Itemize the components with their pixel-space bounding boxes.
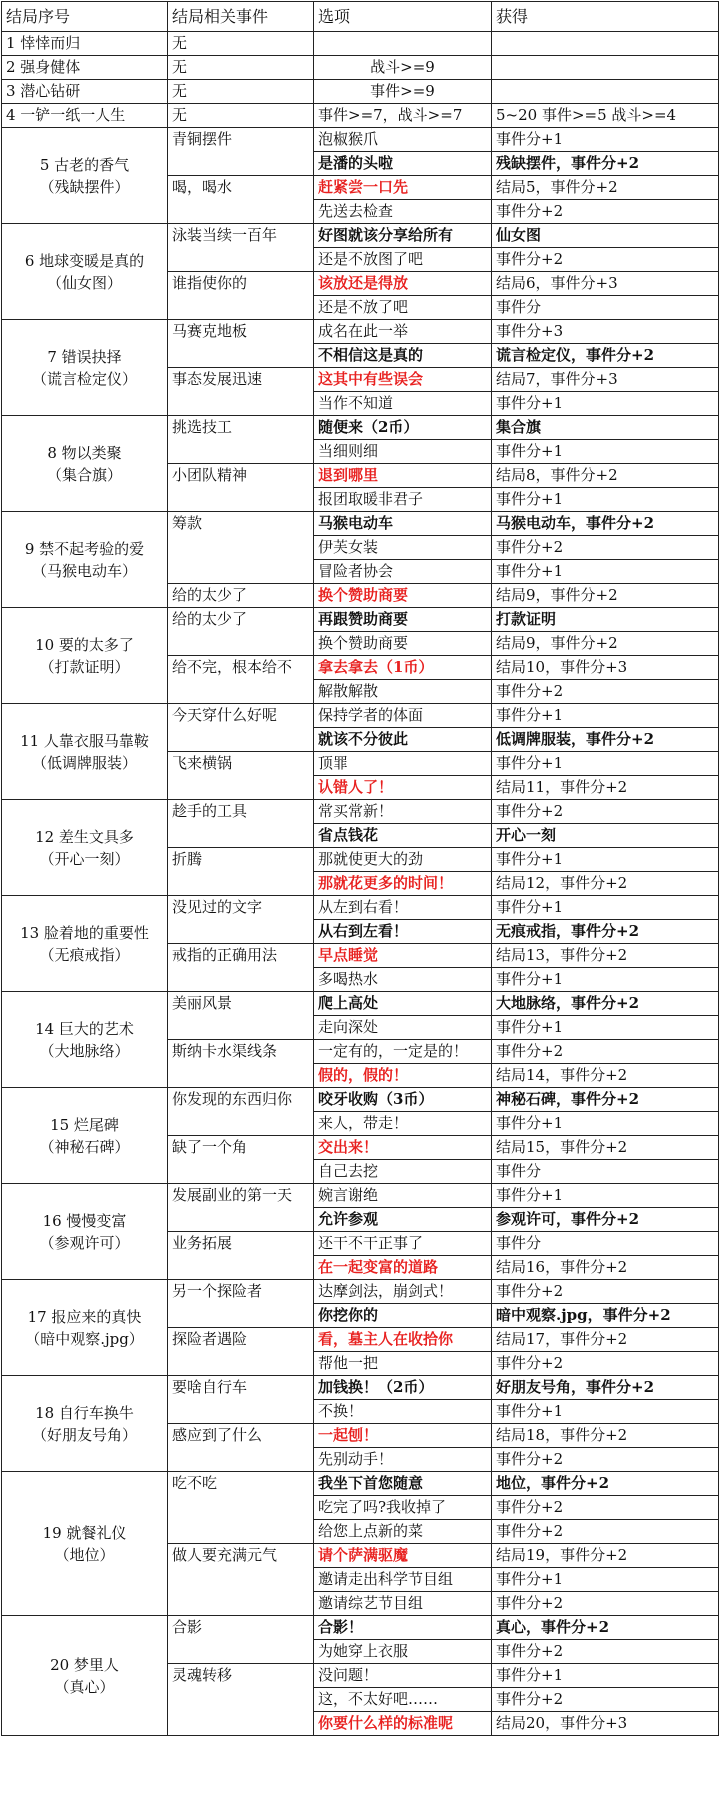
- event-cell: [168, 488, 314, 512]
- event-cell: 美丽风景: [168, 992, 314, 1016]
- option-cell: 冒险者协会: [314, 560, 492, 584]
- event-cell: 给不完，根本给不: [168, 656, 314, 680]
- option-cell: 多喝热水: [314, 968, 492, 992]
- option-cell: 来人，带走！: [314, 1112, 492, 1136]
- event-cell: [168, 296, 314, 320]
- ending-cell: [2, 1616, 168, 1736]
- gain-cell: 马猴电动车，事件分+2: [492, 512, 719, 536]
- ending-reward: （残缺摆件）: [39, 177, 130, 196]
- table-row: [2, 992, 719, 1016]
- option-cell: 婉言谢绝: [314, 1184, 492, 1208]
- option-cell: 事件>=7，战斗>=7: [314, 104, 492, 128]
- gain-cell: 事件分+2: [492, 1040, 719, 1064]
- gain-cell: 事件分+1: [492, 752, 719, 776]
- option-cell: 还是不放图了吧: [314, 248, 492, 272]
- ending-reward: （低调牌服装）: [31, 753, 137, 772]
- ending-name: 20 梦里人: [50, 1655, 119, 1674]
- option-cell: 你挖你的: [314, 1304, 492, 1328]
- event-cell: [168, 248, 314, 272]
- gain-cell: 事件分+1: [492, 968, 719, 992]
- event-cell: 探险者遇险: [168, 1328, 314, 1352]
- event-cell: 飞来横锅: [168, 752, 314, 776]
- event-cell: 折腾: [168, 848, 314, 872]
- event-cell: [168, 824, 314, 848]
- option-cell: 从左到右看！: [314, 896, 492, 920]
- event-cell: [168, 1520, 314, 1544]
- table-row: [2, 56, 719, 80]
- ending-name: 5 古老的香气: [39, 155, 130, 174]
- header-ending-no: 结局序号: [2, 2, 168, 32]
- event-cell: 无: [168, 32, 314, 56]
- event-cell: 趁手的工具: [168, 800, 314, 824]
- option-cell: 没问题！: [314, 1664, 492, 1688]
- ending-cell: [2, 704, 168, 800]
- option-cell: 走向深处: [314, 1016, 492, 1040]
- gain-cell: 事件分+2: [492, 536, 719, 560]
- option-cell: 爬上高处: [314, 992, 492, 1016]
- gain-cell: 事件分+1: [492, 128, 719, 152]
- event-cell: 灵魂转移: [168, 1664, 314, 1688]
- option-cell: 吃完了吗?我收掉了: [314, 1496, 492, 1520]
- ending-reward: （参观许可）: [39, 1233, 130, 1252]
- option-cell: 成名在此一举: [314, 320, 492, 344]
- event-cell: 斯纳卡水渠线条: [168, 1040, 314, 1064]
- gain-cell: 结局13，事件分+2: [492, 944, 719, 968]
- event-cell: 筹款: [168, 512, 314, 536]
- event-cell: 缺了一个角: [168, 1136, 314, 1160]
- event-cell: 另一个探险者: [168, 1280, 314, 1304]
- event-cell: [168, 1016, 314, 1040]
- ending-reward: （仙女图）: [46, 273, 122, 292]
- header-gain: 获得: [492, 2, 719, 32]
- option-cell: 顶罪: [314, 752, 492, 776]
- event-cell: 青铜摆件: [168, 128, 314, 152]
- option-cell: 就该不分彼此: [314, 728, 492, 752]
- option-cell: 换个赞助商要: [314, 584, 492, 608]
- ending-reward: （打款证明）: [39, 657, 130, 676]
- event-cell: [168, 1112, 314, 1136]
- gain-cell: 事件分+1: [492, 1568, 719, 1592]
- event-cell: [168, 1496, 314, 1520]
- gain-cell: 结局15，事件分+2: [492, 1136, 719, 1160]
- gain-cell: 结局7，事件分+3: [492, 368, 719, 392]
- gain-cell: 结局10，事件分+3: [492, 656, 719, 680]
- event-cell: [168, 1064, 314, 1088]
- gain-cell: 事件分+1: [492, 848, 719, 872]
- option-cell: 认错人了！: [314, 776, 492, 800]
- option-cell: 为她穿上衣服: [314, 1640, 492, 1664]
- gain-cell: 真心，事件分+2: [492, 1616, 719, 1640]
- gain-cell: [492, 80, 719, 104]
- event-cell: 发展副业的第一天: [168, 1184, 314, 1208]
- ending-reward: （地位）: [54, 1545, 115, 1564]
- option-cell: 帮他一把: [314, 1352, 492, 1376]
- gain-cell: 开心一刻: [492, 824, 719, 848]
- option-cell: 退到哪里: [314, 464, 492, 488]
- event-cell: [168, 560, 314, 584]
- event-cell: [168, 440, 314, 464]
- gain-cell: 事件分+1: [492, 896, 719, 920]
- event-cell: 无: [168, 104, 314, 128]
- option-cell: 一起刨！: [314, 1424, 492, 1448]
- event-cell: [168, 1400, 314, 1424]
- ending-reward: （集合旗）: [46, 465, 122, 484]
- gain-cell: 事件分+1: [492, 1664, 719, 1688]
- gain-cell: 事件分+1: [492, 1016, 719, 1040]
- option-cell: 你要什么样的标准呢: [314, 1712, 492, 1736]
- gain-cell: [492, 32, 719, 56]
- ending-cell: [2, 1184, 168, 1280]
- gain-cell: 事件分+1: [492, 440, 719, 464]
- event-cell: [168, 1160, 314, 1184]
- option-cell: 允许参观: [314, 1208, 492, 1232]
- gain-cell: 事件分+2: [492, 1520, 719, 1544]
- header-option: 选项: [314, 2, 492, 32]
- gain-cell: 事件分+2: [492, 680, 719, 704]
- event-cell: 你发现的东西归你: [168, 1088, 314, 1112]
- ending-reward: （无痕戒指）: [39, 945, 130, 964]
- ending-name: 10 要的太多了: [35, 635, 134, 654]
- gain-cell: 集合旗: [492, 416, 719, 440]
- ending-reward: （开心一刻）: [39, 849, 130, 868]
- table-row: [2, 104, 719, 128]
- table-row: [2, 512, 719, 536]
- table-row: [2, 1616, 719, 1640]
- option-cell: 这其中有些误会: [314, 368, 492, 392]
- gain-cell: 大地脉络，事件分+2: [492, 992, 719, 1016]
- table-row: [2, 224, 719, 248]
- gain-cell: 参观许可，事件分+2: [492, 1208, 719, 1232]
- gain-cell: 事件分+2: [492, 1352, 719, 1376]
- option-cell: 泡椒猴爪: [314, 128, 492, 152]
- event-cell: [168, 536, 314, 560]
- table-row: [2, 1376, 719, 1400]
- ending-cell: [2, 800, 168, 896]
- event-cell: 感应到了什么: [168, 1424, 314, 1448]
- gain-cell: 5~20 事件>=5 战斗>=4: [492, 104, 719, 128]
- option-cell: 加钱换！（2币）: [314, 1376, 492, 1400]
- table-row: [2, 1472, 719, 1496]
- gain-cell: 谎言检定仪，事件分+2: [492, 344, 719, 368]
- option-cell: 在一起变富的道路: [314, 1256, 492, 1280]
- option-cell: 先送去检查: [314, 200, 492, 224]
- ending-reward: （马猴电动车）: [31, 561, 137, 580]
- option-cell: 随便来（2币）: [314, 416, 492, 440]
- gain-cell: 残缺摆件，事件分+2: [492, 152, 719, 176]
- event-cell: 泳装当续一百年: [168, 224, 314, 248]
- event-cell: [168, 1304, 314, 1328]
- ending-name: 1 悻悻而归: [2, 32, 168, 56]
- ending-name: 14 巨大的艺术: [35, 1019, 134, 1038]
- ending-cell: [2, 1376, 168, 1472]
- ending-cell: [2, 512, 168, 608]
- event-cell: 喝，喝水: [168, 176, 314, 200]
- event-cell: 吃不吃: [168, 1472, 314, 1496]
- ending-name: 12 差生文具多: [35, 827, 134, 846]
- option-cell: 当细则细: [314, 440, 492, 464]
- header-related-event: 结局相关事件: [168, 2, 314, 32]
- gain-cell: 事件分+2: [492, 1448, 719, 1472]
- ending-cell: [2, 1472, 168, 1616]
- gain-cell: 事件分+2: [492, 1592, 719, 1616]
- event-cell: 业务拓展: [168, 1232, 314, 1256]
- event-cell: [168, 1208, 314, 1232]
- option-cell: 当作不知道: [314, 392, 492, 416]
- ending-reward: （暗中观察.jpg）: [25, 1329, 144, 1348]
- ending-name: 8 物以类聚: [47, 443, 122, 462]
- option-cell: 那就使更大的劲: [314, 848, 492, 872]
- gain-cell: 结局9，事件分+2: [492, 632, 719, 656]
- ending-cell: [2, 992, 168, 1088]
- option-cell: 解散解散: [314, 680, 492, 704]
- event-cell: 谁指使你的: [168, 272, 314, 296]
- option-cell: 常买常新！: [314, 800, 492, 824]
- event-cell: [168, 344, 314, 368]
- option-cell: 看，墓主人在收拾你: [314, 1328, 492, 1352]
- gain-cell: 结局5，事件分+2: [492, 176, 719, 200]
- option-cell: 自己去挖: [314, 1160, 492, 1184]
- ending-name: 19 就餐礼仪: [42, 1523, 127, 1542]
- gain-cell: 无痕戒指，事件分+2: [492, 920, 719, 944]
- event-cell: 无: [168, 56, 314, 80]
- option-cell: 我坐下首您随意: [314, 1472, 492, 1496]
- gain-cell: 事件分+1: [492, 1400, 719, 1424]
- option-cell: 换个赞助商要: [314, 632, 492, 656]
- option-cell: 是潘的头啦: [314, 152, 492, 176]
- option-cell: 咬牙收购（3币）: [314, 1088, 492, 1112]
- option-cell: 这，不太好吧……: [314, 1688, 492, 1712]
- option-cell: 好图就该分享给所有: [314, 224, 492, 248]
- table-row: [2, 1280, 719, 1304]
- ending-cell: [2, 416, 168, 512]
- event-cell: 无: [168, 80, 314, 104]
- option-cell: 请个萨满驱魔: [314, 1544, 492, 1568]
- gain-cell: 事件分+2: [492, 1496, 719, 1520]
- gain-cell: 事件分+1: [492, 488, 719, 512]
- option-cell: 合影！: [314, 1616, 492, 1640]
- ending-reward: （谎言检定仪）: [31, 369, 137, 388]
- option-cell: 邀请综艺节目组: [314, 1592, 492, 1616]
- option-cell: 不相信这是真的: [314, 344, 492, 368]
- gain-cell: 事件分+3: [492, 320, 719, 344]
- event-cell: [168, 776, 314, 800]
- ending-name: 17 报应来的真快: [27, 1307, 142, 1326]
- gain-cell: 仙女图: [492, 224, 719, 248]
- event-cell: [168, 680, 314, 704]
- gain-cell: 事件分+2: [492, 248, 719, 272]
- ending-cell: [2, 224, 168, 320]
- gain-cell: 结局11，事件分+2: [492, 776, 719, 800]
- ending-cell: [2, 320, 168, 416]
- gain-cell: 结局6，事件分+3: [492, 272, 719, 296]
- option-cell: 赶紧尝一口先: [314, 176, 492, 200]
- table-row: [2, 1184, 719, 1208]
- option-cell: 拿去拿去（1币）: [314, 656, 492, 680]
- gain-cell: 结局14，事件分+2: [492, 1064, 719, 1088]
- option-cell: 不换！: [314, 1400, 492, 1424]
- event-cell: [168, 1712, 314, 1736]
- gain-cell: 事件分+2: [492, 200, 719, 224]
- gain-cell: 事件分: [492, 296, 719, 320]
- event-cell: [168, 728, 314, 752]
- table-row: [2, 32, 719, 56]
- event-cell: [168, 1352, 314, 1376]
- gain-cell: 事件分+1: [492, 1112, 719, 1136]
- table-row: [2, 704, 719, 728]
- gain-cell: 事件分+1: [492, 1184, 719, 1208]
- option-cell: 还干不干正事了: [314, 1232, 492, 1256]
- option-cell: 还是不放了吧: [314, 296, 492, 320]
- event-cell: 小团队精神: [168, 464, 314, 488]
- option-cell: 一定有的，一定是的！: [314, 1040, 492, 1064]
- gain-cell: 地位，事件分+2: [492, 1472, 719, 1496]
- gain-cell: 结局8，事件分+2: [492, 464, 719, 488]
- ending-reward: （真心）: [54, 1677, 115, 1696]
- gain-cell: 低调牌服装，事件分+2: [492, 728, 719, 752]
- gain-cell: 结局17，事件分+2: [492, 1328, 719, 1352]
- ending-reward: （大地脉络）: [39, 1041, 130, 1060]
- event-cell: 戒指的正确用法: [168, 944, 314, 968]
- option-cell: 那就花更多的时间！: [314, 872, 492, 896]
- ending-name: 7 错误抉择: [47, 347, 122, 366]
- option-cell: 先别动手！: [314, 1448, 492, 1472]
- gain-cell: 事件分+1: [492, 392, 719, 416]
- ending-cell: [2, 1280, 168, 1376]
- option-cell: 省点钱花: [314, 824, 492, 848]
- event-cell: [168, 920, 314, 944]
- gain-cell: 结局19，事件分+2: [492, 1544, 719, 1568]
- ending-cell: [2, 128, 168, 224]
- event-cell: 合影: [168, 1616, 314, 1640]
- table-row: [2, 320, 719, 344]
- option-cell: 从右到左看！: [314, 920, 492, 944]
- table-row: [2, 80, 719, 104]
- event-cell: [168, 1640, 314, 1664]
- ending-name: 13 脸着地的重要性: [20, 923, 149, 942]
- gain-cell: 事件分+2: [492, 1640, 719, 1664]
- ending-name: 11 人靠衣服马靠鞍: [20, 731, 149, 750]
- ending-name: 4 一铲一纸一人生: [2, 104, 168, 128]
- event-cell: [168, 632, 314, 656]
- event-cell: 事态发展迅速: [168, 368, 314, 392]
- event-cell: 马赛克地板: [168, 320, 314, 344]
- option-cell: 战斗>=9: [314, 56, 492, 80]
- event-cell: 要啥自行车: [168, 1376, 314, 1400]
- endings-table: [1, 1, 719, 1736]
- gain-cell: 事件分+2: [492, 1688, 719, 1712]
- option-cell: 给您上点新的菜: [314, 1520, 492, 1544]
- gain-cell: 结局20，事件分+3: [492, 1712, 719, 1736]
- gain-cell: 事件分+1: [492, 704, 719, 728]
- endings-table-body: [2, 2, 719, 1736]
- option-cell: [314, 32, 492, 56]
- option-cell: 保持学者的体面: [314, 704, 492, 728]
- event-cell: [168, 1688, 314, 1712]
- ending-name: 18 自行车换牛: [35, 1403, 134, 1422]
- option-cell: 邀请走出科学节目组: [314, 1568, 492, 1592]
- gain-cell: 事件分+1: [492, 560, 719, 584]
- table-row: [2, 1088, 719, 1112]
- table-row: [2, 896, 719, 920]
- option-cell: 假的，假的！: [314, 1064, 492, 1088]
- option-cell: 伊芙女装: [314, 536, 492, 560]
- option-cell: 达摩剑法，崩剑式！: [314, 1280, 492, 1304]
- ending-cell: [2, 608, 168, 704]
- ending-name: 3 潜心钻研: [2, 80, 168, 104]
- gain-cell: 事件分+2: [492, 1280, 719, 1304]
- table-row: [2, 128, 719, 152]
- table-row: [2, 416, 719, 440]
- gain-cell: 结局18，事件分+2: [492, 1424, 719, 1448]
- ending-name: 6 地球变暖是真的: [24, 251, 145, 270]
- gain-cell: 事件分+2: [492, 800, 719, 824]
- event-cell: [168, 152, 314, 176]
- event-cell: 做人要充满元气: [168, 1544, 314, 1568]
- event-cell: [168, 968, 314, 992]
- event-cell: [168, 1448, 314, 1472]
- event-cell: [168, 1256, 314, 1280]
- event-cell: 没见过的文字: [168, 896, 314, 920]
- ending-reward: （神秘石碑）: [39, 1137, 130, 1156]
- ending-name: 9 禁不起考验的爱: [24, 539, 145, 558]
- table-row: [2, 800, 719, 824]
- ending-name: 2 强身健体: [2, 56, 168, 80]
- event-cell: [168, 1568, 314, 1592]
- gain-cell: 结局16，事件分+2: [492, 1256, 719, 1280]
- option-cell: 交出来！: [314, 1136, 492, 1160]
- gain-cell: 事件分: [492, 1160, 719, 1184]
- header-row: [2, 2, 719, 32]
- gain-cell: 暗中观察.jpg，事件分+2: [492, 1304, 719, 1328]
- ending-name: 16 慢慢变富: [42, 1211, 127, 1230]
- event-cell: 今天穿什么好呢: [168, 704, 314, 728]
- ending-cell: [2, 896, 168, 992]
- option-cell: 报团取暖非君子: [314, 488, 492, 512]
- event-cell: [168, 872, 314, 896]
- ending-reward: （好朋友号角）: [31, 1425, 137, 1444]
- event-cell: [168, 392, 314, 416]
- option-cell: 再跟赞助商要: [314, 608, 492, 632]
- gain-cell: 好朋友号角，事件分+2: [492, 1376, 719, 1400]
- gain-cell: [492, 56, 719, 80]
- event-cell: 挑选技工: [168, 416, 314, 440]
- event-cell: 给的太少了: [168, 584, 314, 608]
- gain-cell: 神秘石碑，事件分+2: [492, 1088, 719, 1112]
- option-cell: 马猴电动车: [314, 512, 492, 536]
- ending-name: 15 烂尾碑: [50, 1115, 119, 1134]
- ending-cell: [2, 1088, 168, 1184]
- option-cell: 该放还是得放: [314, 272, 492, 296]
- event-cell: [168, 200, 314, 224]
- event-cell: [168, 1592, 314, 1616]
- gain-cell: 打款证明: [492, 608, 719, 632]
- event-cell: 给的太少了: [168, 608, 314, 632]
- gain-cell: 事件分: [492, 1232, 719, 1256]
- gain-cell: 结局12，事件分+2: [492, 872, 719, 896]
- gain-cell: 结局9，事件分+2: [492, 584, 719, 608]
- option-cell: 早点睡觉: [314, 944, 492, 968]
- option-cell: 事件>=9: [314, 80, 492, 104]
- table-row: [2, 608, 719, 632]
